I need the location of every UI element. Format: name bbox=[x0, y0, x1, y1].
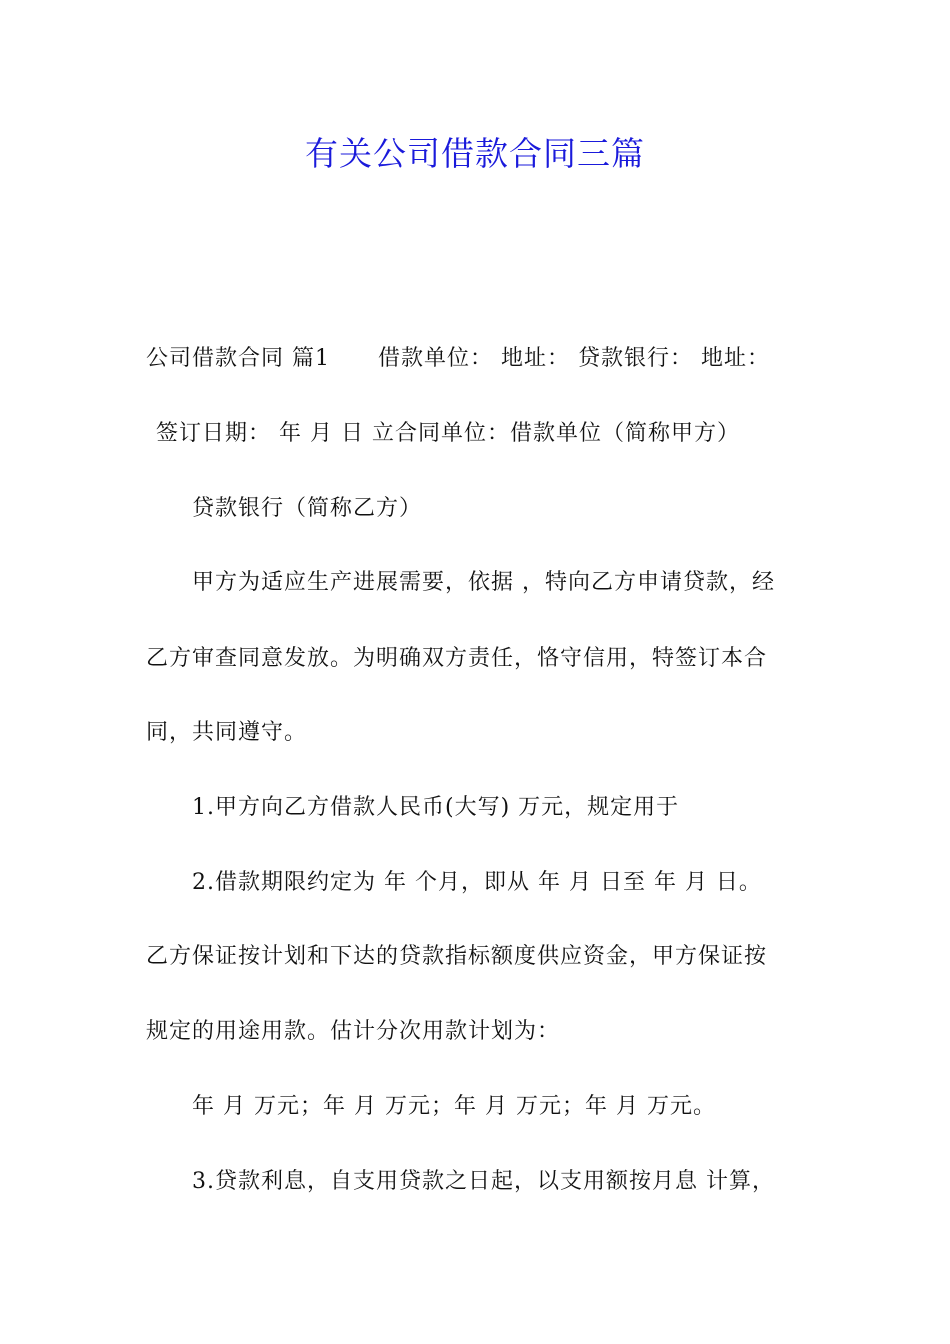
paragraph-line-11: 年 月 万元；年 月 万元；年 月 万元；年 月 万元。 bbox=[192, 1094, 716, 1119]
paragraph-line-8: 2.借款期限约定为 年 个月，即从 年 月 日至 年 月 日。 bbox=[192, 870, 762, 895]
paragraph-line-3: 贷款银行（简称乙方） bbox=[192, 496, 423, 521]
contract-heading: 公司借款合同 篇1 bbox=[146, 346, 330, 371]
paragraph-line-5: 乙方审查同意发放。为明确双方责任，恪守信用，特签订本合 bbox=[146, 646, 768, 671]
paragraph-line-10: 规定的用途用款。估计分次用款计划为： bbox=[146, 1019, 561, 1044]
paragraph-line-2: 签订日期： 年 月 日 立合同单位：借款单位（简称甲方） bbox=[156, 421, 740, 446]
paragraph-line-12: 3.贷款利息，自支用贷款之日起，以支用额按月息 计算， bbox=[192, 1169, 775, 1194]
paragraph-line-6: 同，共同遵守。 bbox=[146, 720, 308, 745]
document-title: 有关公司借款合同三篇 bbox=[305, 134, 645, 173]
paragraph-line-1 bbox=[146, 344, 836, 374]
paragraph-line-4: 甲方为适应生产进展需要，依据 ，特向乙方申请贷款，经 bbox=[192, 570, 775, 595]
paragraph-line-9: 乙方保证按计划和下达的贷款指标额度供应资金，甲方保证按 bbox=[146, 944, 768, 969]
party-fields: 借款单位： 地址： 贷款银行： 地址： bbox=[378, 346, 770, 371]
paragraph-line-7: 1.甲方向乙方借款人民币(大写) 万元，规定用于 bbox=[192, 795, 680, 820]
